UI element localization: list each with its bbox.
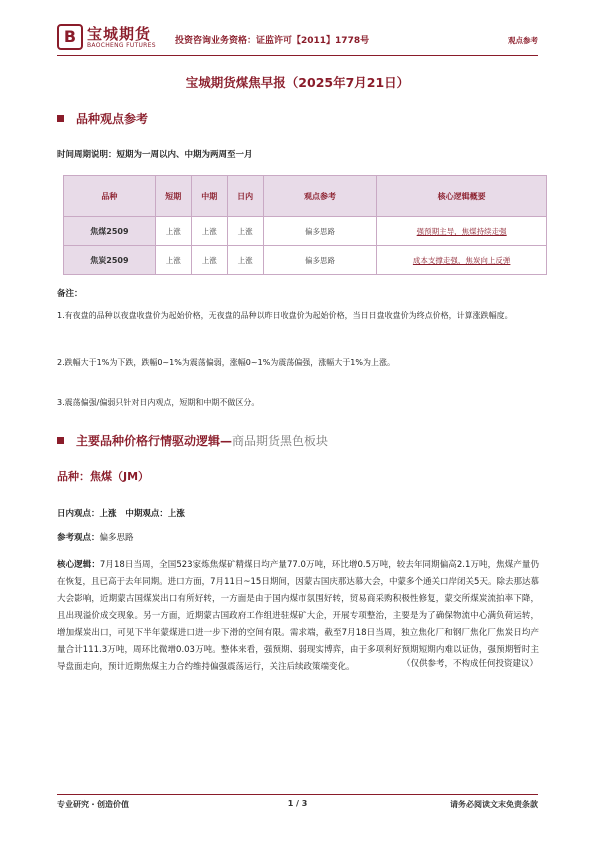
views-line: 日内观点：上涨 中期观点：上涨: [57, 509, 185, 519]
table-cell: 上涨: [227, 217, 263, 246]
table-header-cell: 品种: [64, 176, 156, 217]
section-heading-drivers: [57, 432, 328, 449]
logo-mark: B: [57, 24, 83, 50]
core-logic-text: 7月18日当周，全国523家炼焦煤矿精煤日均产量77.0万吨，环比增0.5万吨，较去年同期偏高2.1万吨，焦煤产量仍在恢复，且已高于去年同期。进口方面，7月11日~15日期间，因蒙古国庆那达慕大会，中蒙多个通关口岸闭关5天。除去那达慕大会影响，近期蒙古国煤炭出口有所好转，一方面是由于国内煤市氛围好转，贸易商采购积极性修复，蒙交所煤炭流拍率下降，且出现溢价成交现象。另一方面，近期蒙古国政府工作组进驻煤矿大企，开展专项整治，主要是为了确保物流中心满负荷运转，增加煤炭出口，可见下半年蒙煤进口进一步下滑的空间有限。需求端，截至7月18日当周，独立焦化厂和钢厂焦化厂焦炭日均产量合计111.3万吨，周环比微增0.03万吨。整体来看，强预期、弱现实博弈，由于多项利好预期短期内难以证伪，强预期暂时主导盘面走向，预计近期焦煤主力合约维持偏强震荡运行，关注后续政策端变化。: [57, 560, 539, 672]
views-table: [63, 175, 547, 275]
reference-value: 偏多思路: [99, 533, 134, 543]
footer-disclaimer-link[interactable]: 请务必阅读文末免责条款: [450, 800, 538, 809]
page-number: 1 / 3: [287, 799, 308, 808]
note-item: 1.有夜盘的品种以夜盘收盘价为起始价格，无夜盘的品种以昨日收盘价为起始价格，当日日盘收盘价为终点价格，计算涨跌幅度。: [57, 311, 513, 320]
logo-cn: 宝城期货: [87, 25, 152, 43]
square-bullet-icon: [57, 115, 64, 122]
table-cell: 上涨: [191, 217, 227, 246]
disclaimer: （仅供参考，不构成任何投资建议）: [401, 659, 538, 669]
table-row: [64, 217, 547, 246]
square-bullet-icon: [57, 437, 64, 444]
table-cell: 上涨: [155, 246, 191, 275]
table-header-cell: 观点参考: [263, 176, 377, 217]
header-divider: [57, 55, 538, 56]
table-header-cell: 日内: [227, 176, 263, 217]
table-header-cell: 核心逻辑概要: [377, 176, 547, 217]
note-item: 2.跌幅大于1%为下跌，跌幅0~1%为震荡偏弱，涨幅0~1%为震荡偏强，涨幅大于1%为上涨。: [57, 358, 395, 367]
period-note: 时间周期说明：短期为一周以内、中期为两周至一月: [57, 150, 253, 160]
table-cell: 上涨: [191, 246, 227, 275]
section-title: 主要品种价格行情驱动逻辑—: [76, 434, 233, 448]
table-cell-variety: 焦煤2509: [64, 217, 156, 246]
reference-label: 参考观点：: [57, 533, 100, 543]
table-cell: 偏多思路: [263, 246, 377, 275]
table-header-row: [64, 176, 547, 217]
table-row: [64, 246, 547, 275]
table-header-cell: 短期: [155, 176, 191, 217]
table-cell-variety: 焦炭2509: [64, 246, 156, 275]
table-header-cell: 中期: [191, 176, 227, 217]
notes-label: 备注：: [57, 289, 83, 299]
section-title: 品种观点参考: [76, 112, 149, 126]
variety-heading: 品种：焦煤（JM）: [57, 470, 150, 483]
reference-view: [57, 530, 539, 547]
footer-slogan: 专业研究・创造价值: [57, 800, 129, 809]
table-cell: 上涨: [155, 217, 191, 246]
core-logic-label: 核心逻辑：: [57, 560, 100, 570]
section-subtitle: 商品期货黑色板块: [232, 434, 329, 448]
footer-divider: [57, 794, 538, 795]
note-item: 3.震荡偏强/偏弱只针对日内观点，短期和中期不做区分。: [57, 398, 260, 407]
table-cell: 上涨: [227, 246, 263, 275]
section-heading-views: [57, 110, 148, 127]
header-right-label: 观点参考: [508, 36, 538, 45]
logo-en: BAOCHENG FUTURES: [87, 42, 156, 49]
header-qualification: 投资咨询业务资格：证监许可【2011】1778号: [175, 36, 370, 46]
report-title: 宝城期货煤焦早报（2025年7月21日）: [185, 75, 410, 90]
table-cell-logic-link[interactable]: 成本支撑走强，焦炭向上反弹: [377, 246, 547, 275]
table-cell-logic-link[interactable]: 强预期主导，焦煤持续走强: [377, 217, 547, 246]
table-cell: 偏多思路: [263, 217, 377, 246]
